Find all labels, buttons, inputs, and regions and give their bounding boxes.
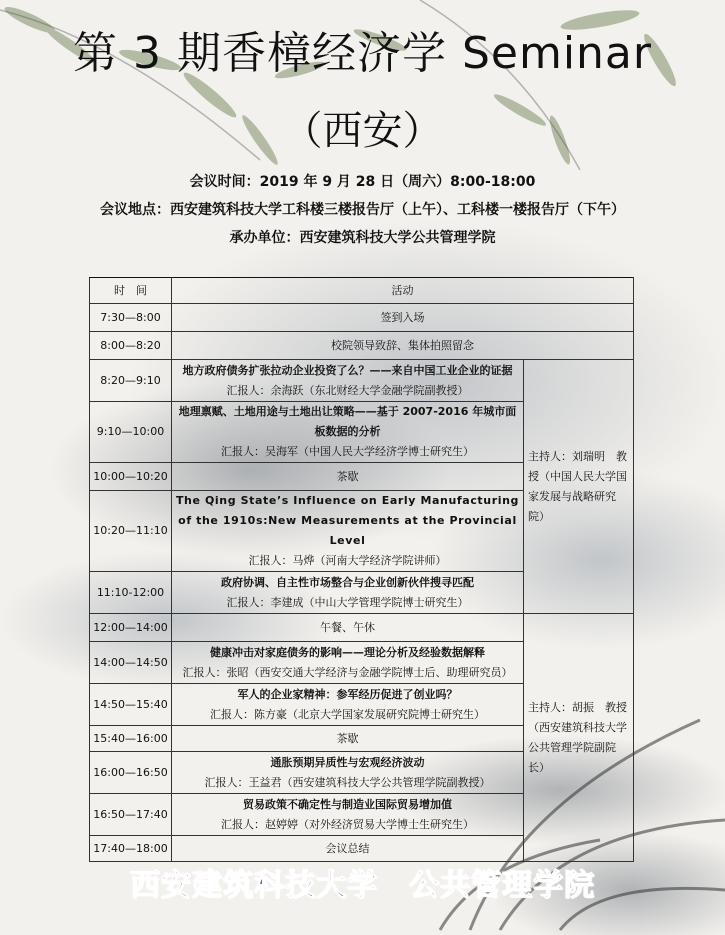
talk-cell [172, 642, 524, 684]
talk-reporter: 汇报人：赵婷婷（对外经济贸易大学博士生研究生） [221, 817, 474, 831]
time-cell: 9:10—10:00 [90, 402, 172, 463]
meeting-time: 会议时间：2019 年 9 月 28 日（周六）8:00-18:00 [189, 174, 536, 190]
talk-reporter: 汇报人：陈方豪（北京大学国家发展研究院博士研究生） [210, 707, 485, 721]
time-cell: 8:00—8:20 [90, 332, 172, 360]
table-row [90, 332, 634, 360]
time-cell: 14:00—14:50 [90, 642, 172, 684]
activity-cell: 签到入场 [172, 304, 634, 332]
talk-cell [172, 794, 524, 836]
time-cell: 16:50—17:40 [90, 794, 172, 836]
talk-topic: 健康冲击对家庭债务的影响——理论分析及经验数据解释 [210, 645, 485, 659]
talk-cell [172, 572, 524, 614]
table-header-row [90, 278, 634, 304]
time-cell: 8:20—9:10 [90, 360, 172, 402]
activity-cell: 茶歇 [172, 726, 524, 752]
talk-reporter: 汇报人：张昭（西安交通大学经济与金融学院博士后、助理研究员） [182, 665, 513, 679]
footer-organization: 西安建筑科技大学 公共管理学院 [130, 868, 595, 903]
talk-cell [172, 752, 524, 794]
page-subtitle: （西安） [282, 108, 443, 154]
chair-afternoon: 主持人：胡振 教授（西安建筑科技大学公共管理学院副院长） [524, 614, 634, 862]
talk-topic: 地方政府债务扩张拉动企业投资了么？——来自中国工业企业的证据 [182, 363, 513, 377]
talk-reporter: 汇报人：李建成（中山大学管理学院博士研究生） [226, 595, 469, 609]
header-time: 时 间 [90, 278, 172, 304]
time-cell: 17:40—18:00 [90, 836, 172, 862]
time-cell: 10:20—11:10 [90, 491, 172, 572]
time-cell: 12:00—14:00 [90, 614, 172, 642]
activity-cell: 校院领导致辞、集体拍照留念 [172, 332, 634, 360]
schedule-table [89, 277, 634, 862]
activity-cell: 午餐、午休 [172, 614, 524, 642]
table-row [90, 614, 634, 642]
page-title: 第 3 期香樟经济学 Seminar [73, 28, 652, 79]
talk-reporter: 汇报人：吴海军（中国人民大学经济学博士研究生） [221, 445, 474, 458]
time-cell: 10:00—10:20 [90, 463, 172, 491]
talk-topic: 通胀预期异质性与宏观经济波动 [270, 755, 425, 769]
time-cell: 14:50—15:40 [90, 684, 172, 726]
activity-cell: 会议总结 [172, 836, 524, 862]
talk-cell [172, 684, 524, 726]
talk-topic: 贸易政策不确定性与制造业国际贸易增加值 [243, 797, 452, 811]
talk-reporter: 汇报人：马烨（河南大学经济学院讲师） [248, 554, 447, 567]
time-cell: 7:30—8:00 [90, 304, 172, 332]
organizer: 承办单位：西安建筑科技大学公共管理学院 [229, 230, 496, 246]
table-row [90, 360, 634, 402]
chair-morning: 主持人：刘瑞明 教授（中国人民大学国家发展与战略研究院） [524, 360, 634, 614]
talk-topic: 政府协调、自主性市场整合与企业创新伙伴搜寻匹配 [221, 575, 474, 589]
talk-reporter: 汇报人：余海跃（东北财经大学金融学院副教授） [226, 383, 469, 397]
talk-cell [172, 402, 524, 463]
table-row [90, 304, 634, 332]
time-cell: 15:40—16:00 [90, 726, 172, 752]
talk-topic: 军人的企业家精神：参军经历促进了创业吗？ [237, 687, 458, 701]
talk-topic: 地理禀赋、土地用途与土地出让策略——基于 2007-2016 年城市面板数据的分析 [178, 405, 517, 438]
time-cell: 16:00—16:50 [90, 752, 172, 794]
talk-cell [172, 491, 524, 572]
talk-reporter: 汇报人：王益君（西安建筑科技大学公共管理学院副教授） [204, 775, 491, 789]
talk-cell [172, 360, 524, 402]
activity-cell: 茶歇 [172, 463, 524, 491]
time-cell: 11:10-12:00 [90, 572, 172, 614]
meeting-place: 会议地点：西安建筑科技大学工科楼三楼报告厅（上午）、工科楼一楼报告厅（下午） [100, 202, 625, 218]
talk-topic: The Qing State’s Influence on Early Manufacturing of the 1910s:New Measurements at the Provincial Level [175, 494, 520, 547]
header-activity: 活动 [172, 278, 634, 304]
